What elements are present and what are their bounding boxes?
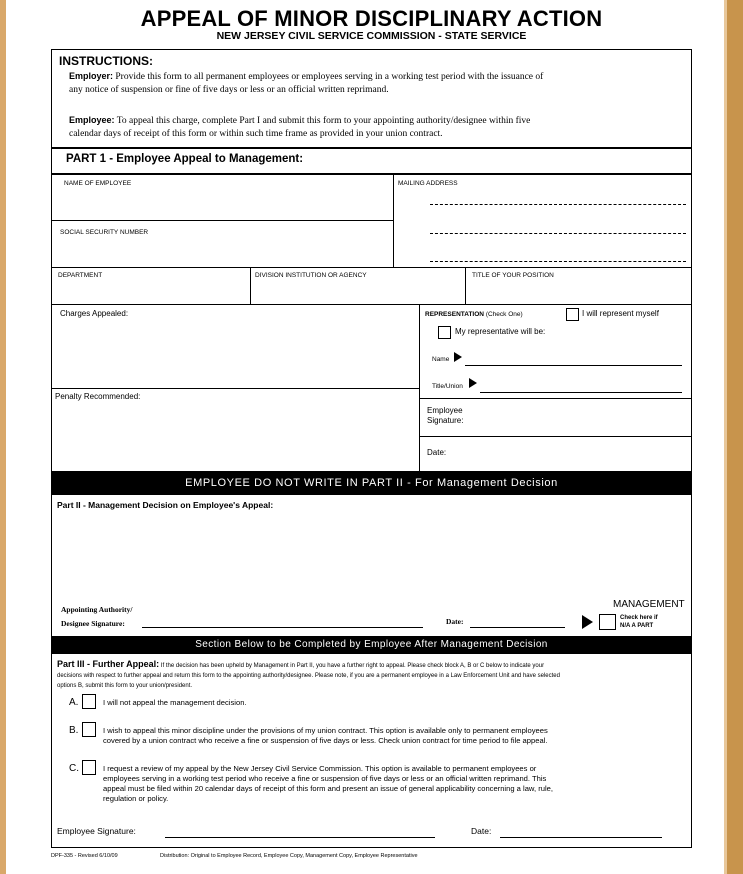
divider	[51, 267, 692, 268]
employee-label: Employee:	[69, 115, 115, 125]
employer-instructions	[69, 70, 689, 97]
penalty-recommended-label: Penalty Recommended:	[55, 392, 141, 401]
form-number: DPF-335 - Revised 6/10/09	[51, 853, 118, 859]
divider	[51, 147, 692, 149]
option-c-checkbox[interactable]	[82, 760, 96, 775]
part1-heading: PART 1 - Employee Appeal to Management:	[66, 153, 304, 165]
divider	[51, 304, 692, 305]
represent-myself-checkbox[interactable]	[566, 308, 579, 321]
my-representative-checkbox[interactable]	[438, 326, 451, 339]
management-check-here-checkbox[interactable]	[599, 614, 616, 630]
my-representative-label: My representative will be:	[455, 327, 546, 336]
part3-date-label: Date:	[471, 826, 492, 836]
part3-intro-2: decisions with respect to further appeal and return this form to the appointing authority/designee. Please note, if you are a permanent employee in a Law Enforcement Unit and have selected	[57, 673, 560, 679]
mailing-address-line-2[interactable]	[430, 233, 686, 234]
employee-instructions	[69, 114, 689, 141]
instructions-heading: INSTRUCTIONS:	[59, 54, 153, 68]
distribution-note: Distribution: Original to Employee Record, Employee Copy, Management Copy, Employee Representative	[160, 853, 418, 859]
option-c-4: regulation or policy.	[103, 794, 169, 803]
option-b-text	[103, 726, 683, 746]
employer-label: Employer:	[69, 71, 114, 81]
part3-intro	[57, 659, 687, 691]
option-b-1: I wish to appeal this minor discipline under the provisions of my union contract. This option is available only to permanent employees	[103, 726, 548, 735]
divider	[419, 398, 692, 399]
charges-appealed-label: Charges Appealed:	[60, 309, 129, 318]
ssn-field[interactable]	[55, 238, 389, 264]
option-c-1: I request a review of my appeal by the New Jersey Civil Service Commission. This option is available to permanent employees or	[103, 764, 537, 773]
representation-label: REPRESENTATION	[425, 311, 484, 318]
divider	[465, 267, 466, 304]
position-title-label: TITLE OF YOUR POSITION	[472, 272, 554, 279]
check-here-label	[620, 614, 658, 630]
part2-date-line[interactable]	[470, 627, 565, 628]
part2-date-label: Date:	[446, 617, 464, 626]
ssn-label: SOCIAL SECURITY NUMBER	[60, 229, 149, 236]
part2-heading: Part II - Management Decision on Employee's Appeal:	[57, 500, 274, 510]
divider	[250, 267, 251, 304]
form-title: APPEAL OF MINOR DISCIPLINARY ACTION	[140, 6, 603, 31]
part3-heading: Part III - Further Appeal:	[57, 659, 160, 669]
management-decision-banner: EMPLOYEE DO NOT WRITE IN PART II - For Management Decision	[51, 471, 692, 495]
name-of-employee-label: NAME OF EMPLOYEE	[64, 180, 132, 187]
appointing-authority-label	[61, 603, 132, 631]
charges-appealed-field[interactable]	[55, 320, 415, 386]
option-c-letter: C.	[69, 763, 79, 774]
part3-date-line[interactable]	[500, 837, 662, 838]
employee-text-2: calendar days of receipt of this form or within such time frame as provided in your union contract.	[69, 129, 443, 139]
option-b-checkbox[interactable]	[82, 722, 96, 737]
check-here-1: Check here if	[620, 615, 658, 621]
name-of-employee-field[interactable]	[55, 190, 389, 218]
representation-heading	[425, 311, 523, 318]
penalty-recommended-field[interactable]	[55, 404, 415, 468]
part3-intro-3: options B, submit this form to your union/president.	[57, 683, 193, 689]
divider	[419, 436, 692, 437]
employee-signature-label-2: Signature:	[427, 416, 464, 425]
divider	[51, 220, 393, 221]
represent-myself-label: I will represent myself	[582, 309, 659, 318]
mailing-address-label: MAILING ADDRESS	[398, 180, 458, 187]
employer-text-2: any notice of suspension or fine of five days or less or an official written reprimand.	[69, 85, 389, 95]
divider	[51, 388, 419, 389]
employer-text-1: Provide this form to all permanent employees or employees serving in a working test period with the issuance of	[115, 72, 544, 82]
option-c-3: appeal must be filed within 20 calendar days of receipt of this form and present an issue of general applicability concerning a law, rule,	[103, 784, 553, 793]
page-border-left	[0, 0, 6, 874]
option-b-2: covered by a union contract who receive a fine or suspension of five days or less. Check union contract for time period to file appeal.	[103, 736, 548, 745]
form-subtitle: NEW JERSEY CIVIL SERVICE COMMISSION - STATE SERVICE	[216, 30, 527, 42]
appointing-authority-1: Appointing Authority/	[61, 605, 133, 614]
check-here-2: N/A A PART	[620, 623, 654, 629]
option-b-letter: B.	[69, 725, 79, 736]
management-decision-field[interactable]	[55, 514, 685, 594]
check-one-label: (Check One)	[485, 311, 523, 318]
part3-employee-signature-line[interactable]	[165, 837, 435, 838]
option-c-2: employees serving in a working test period who receive a fine or suspension of five days or less or an official written reprimand. This	[103, 774, 547, 783]
rep-title-union-label: Title/Union	[432, 383, 463, 390]
option-a-text: I will not appeal the management decision.	[103, 698, 247, 707]
mailing-address-line-1[interactable]	[430, 204, 686, 205]
divider	[393, 173, 394, 267]
option-c-text	[103, 764, 683, 804]
appointing-authority-2: Designee Signature:	[61, 619, 125, 628]
option-a-checkbox[interactable]	[82, 694, 96, 709]
arrow-right-icon	[582, 615, 593, 629]
division-label: DIVISION INSTITUTION OR AGENCY	[255, 272, 367, 279]
employee-signature-label-1: Employee	[427, 406, 463, 415]
arrow-right-icon	[469, 378, 477, 388]
divider	[419, 304, 420, 471]
option-a-letter: A.	[69, 697, 79, 708]
divider	[51, 173, 692, 175]
part3-intro-1: If the decision has been upheld by Management in Part II, you have a further right to appeal. Please check block A, B or C below to indicate your	[160, 663, 545, 669]
management-label: MANAGEMENT	[613, 599, 685, 610]
appointing-signature-line[interactable]	[142, 627, 423, 628]
page-border-right	[727, 0, 743, 874]
department-label: DEPARTMENT	[58, 272, 103, 279]
part1-date-label: Date:	[427, 448, 447, 457]
rep-title-union-line[interactable]	[480, 392, 682, 393]
rep-name-label: Name	[432, 356, 450, 363]
arrow-right-icon	[454, 352, 462, 362]
employee-section-banner: Section Below to be Completed by Employee After Management Decision	[51, 636, 692, 654]
rep-name-line[interactable]	[465, 365, 682, 366]
employee-text-1: To appeal this charge, complete Part I and submit this form to your appointing authority/designee within five	[116, 116, 531, 126]
mailing-address-line-3[interactable]	[430, 261, 686, 262]
employee-signature-label	[427, 406, 463, 426]
part3-employee-signature-label: Employee Signature:	[57, 826, 136, 836]
